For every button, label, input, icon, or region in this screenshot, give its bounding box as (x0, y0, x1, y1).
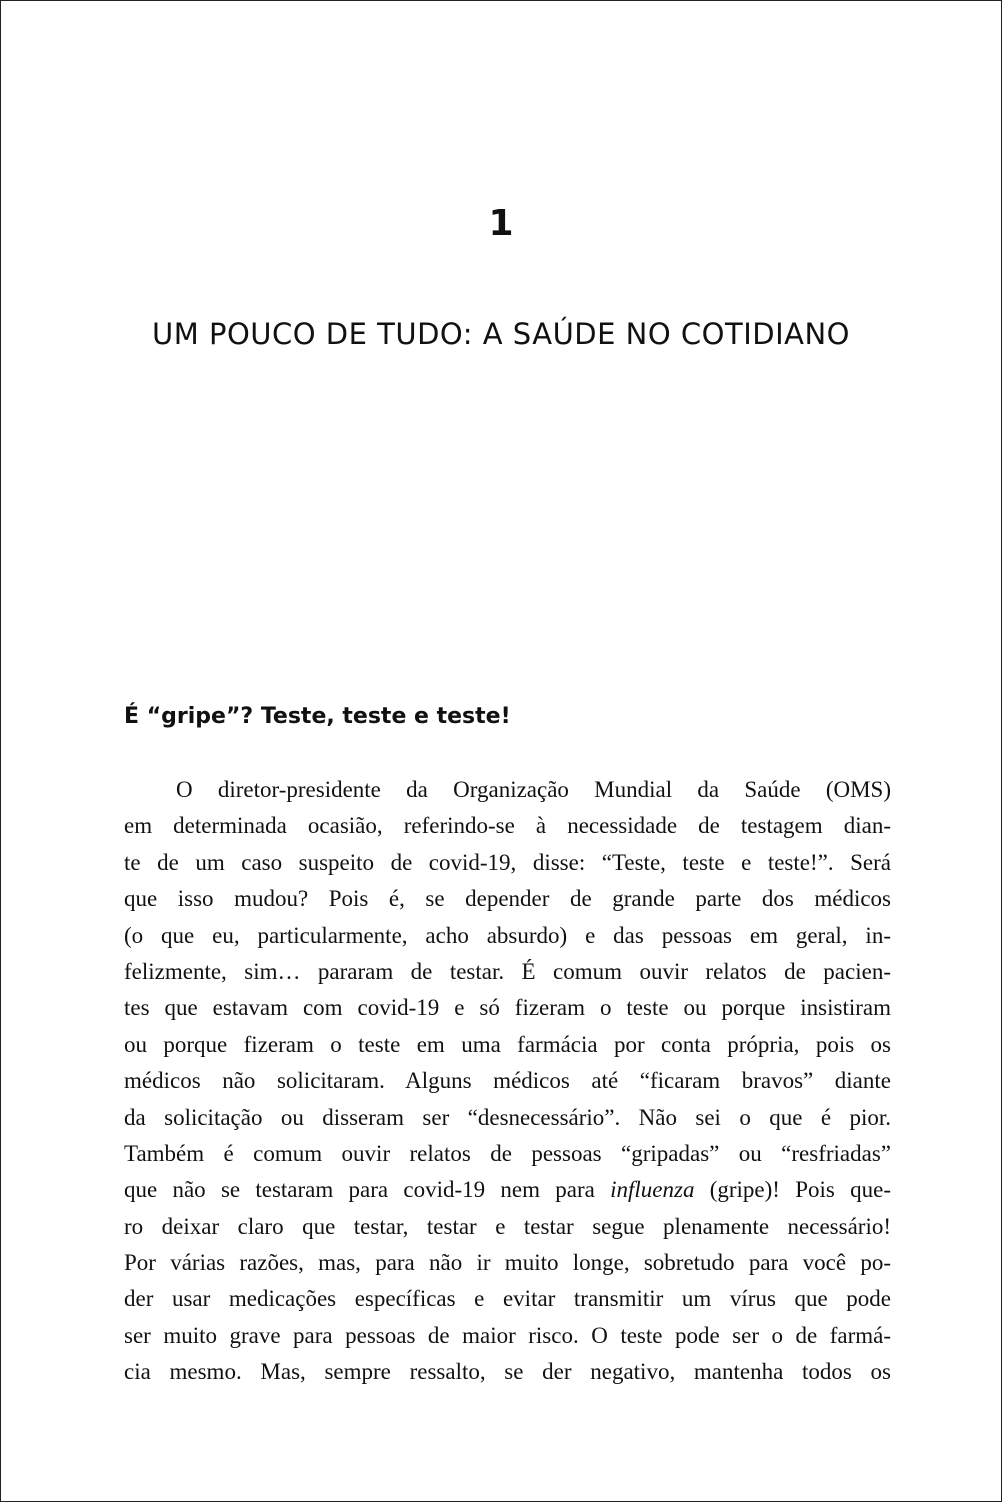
chapter-number: 1 (488, 203, 514, 244)
section-heading: É “gripe”? Teste, teste e teste! (124, 704, 511, 729)
chapter-title: UM POUCO DE TUDO: A SAÚDE NO COTIDIANO (151, 317, 850, 351)
paragraph-line: (o que eu, particularmente, acho absurdo) e das pessoas em geral, in- (124, 922, 891, 948)
paragraph-line: ou porque fizeram o teste em uma farmácia por conta própria, pois os (124, 1031, 891, 1057)
line-text-segment: que não se testaram para covid-19 nem para (124, 1177, 611, 1203)
paragraph-line-with-italic (124, 1172, 891, 1208)
paragraph-line: Também é comum ouvir relatos de pessoas “gripadas” ou “resfriadas” (124, 1140, 891, 1166)
paragraph-line: ser muito grave para pessoas de maior risco. O teste pode ser o de farmá- (124, 1322, 891, 1348)
paragraph-line: ro deixar claro que testar, testar e testar segue plenamente necessário! (124, 1213, 891, 1239)
paragraph-line: felizmente, sim… pararam de testar. É comum ouvir relatos de pacien- (124, 958, 891, 984)
paragraph-line: cia mesmo. Mas, sempre ressalto, se der negativo, mantenha todos os (124, 1359, 891, 1385)
paragraph-line: que isso mudou? Pois é, se depender de grande parte dos médicos (124, 886, 891, 912)
paragraph-line: da solicitação ou disseram ser “desnecessário”. Não sei o que é pior. (124, 1104, 891, 1130)
paragraph-line: em determinada ocasião, referindo-se à necessidade de testagem dian- (124, 813, 891, 839)
line-text-segment: (gripe)! Pois que- (694, 1177, 891, 1203)
paragraph-line: médicos não solicitaram. Alguns médicos até “ficaram bravos” diante (124, 1068, 891, 1094)
paragraph-line: Por várias razões, mas, para não ir muito longe, sobretudo para você po- (124, 1250, 891, 1276)
paragraph-line: der usar medicações específicas e evitar transmitir um vírus que pode (124, 1286, 891, 1312)
paragraph-line: te de um caso suspeito de covid-19, disse: “Teste, teste e teste!”. Será (124, 849, 891, 875)
paragraph-line: tes que estavam com covid-19 e só fizeram o teste ou porque insistiram (124, 995, 891, 1021)
body-paragraph (124, 772, 891, 1391)
italic-term: influenza (610, 1177, 695, 1203)
paragraph-line: O diretor-presidente da Organização Mundial da Saúde (OMS) (176, 777, 891, 802)
